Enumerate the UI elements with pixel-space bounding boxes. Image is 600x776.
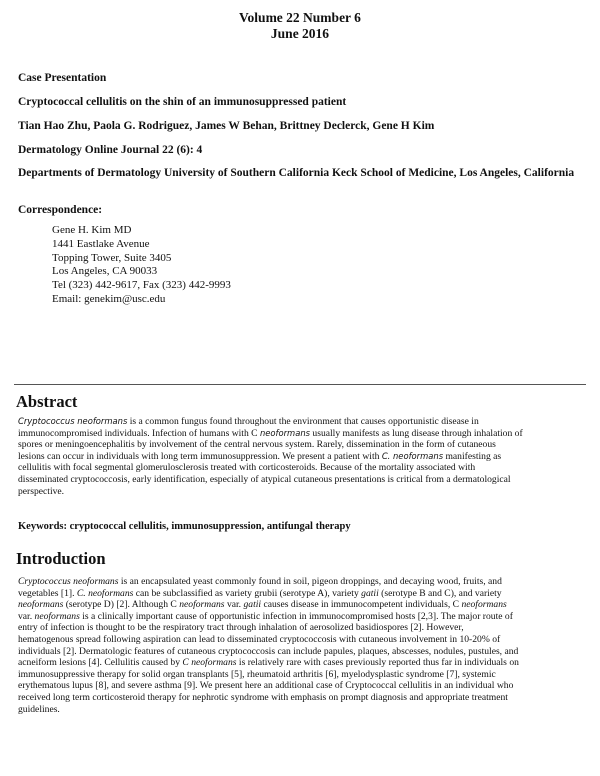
text-run: spores or meningoencephalitis by involvement of the central nervous system. Rarely, dissemination in the form of cutaneous bbox=[18, 439, 496, 451]
address-line: Los Angeles, CA 90033 bbox=[52, 265, 158, 278]
text-line bbox=[18, 646, 584, 658]
text-run: causes disease in immunocompetent individuals, C bbox=[261, 599, 462, 611]
email-address[interactable]: Email: genekim@usc.edu bbox=[52, 292, 166, 305]
address-line: Tel (323) 442-9617, Fax (323) 442-9993 bbox=[52, 279, 231, 292]
address-line: 1441 Eastlake Avenue bbox=[52, 237, 150, 250]
text-run: guidelines. bbox=[18, 703, 60, 715]
text-run: var. bbox=[224, 599, 244, 611]
text-run: entry of infection is thought to be the respiratory tract through inhalation of aerosolized basidiospores [2]. However, bbox=[18, 622, 464, 634]
text-line bbox=[18, 451, 584, 463]
text-line bbox=[18, 462, 584, 474]
text-line bbox=[18, 439, 584, 451]
text-run: individuals [2]. Dermatologic features of cutaneous cryptococcosis can include papules, plaques, abscesses, nodules, pustules, and bbox=[18, 645, 519, 657]
text-line bbox=[18, 486, 584, 498]
text-line bbox=[18, 599, 584, 611]
abstract-body bbox=[18, 416, 584, 497]
introduction-heading: Introduction bbox=[16, 549, 106, 568]
text-run: is an encapsulated yeast commonly found in soil, pigeon droppings, and decaying wood, fruits, and bbox=[118, 576, 502, 587]
article-citation: Dermatology Online Journal 22 (6): 4 bbox=[18, 144, 203, 156]
species-name: neoformans bbox=[34, 610, 80, 622]
text-run: acneiform lesions [4]. Cellulitis caused by bbox=[18, 657, 183, 669]
text-line bbox=[18, 576, 584, 588]
article-title: Cryptococcal cellulitis on the shin of an immunosuppressed patient bbox=[18, 96, 347, 108]
text-run: erythematous lupus [8], and severe asthma [9]. We present here an additional case of Cryptococcal cellulitis in an individual who bbox=[18, 680, 514, 692]
address-line: Topping Tower, Suite 3405 bbox=[52, 251, 172, 264]
text-line bbox=[18, 657, 584, 669]
correspondence-label: Correspondence: bbox=[18, 204, 103, 216]
text-line bbox=[18, 634, 584, 646]
introduction-body bbox=[18, 576, 584, 715]
species-name: C. neoformans bbox=[381, 450, 444, 461]
text-line bbox=[18, 704, 584, 716]
species-name: C. neoformans bbox=[76, 587, 134, 599]
species-name: C neoformans bbox=[182, 657, 237, 669]
issue-date: June 2016 bbox=[270, 26, 330, 41]
text-line bbox=[18, 669, 584, 681]
text-line bbox=[18, 622, 584, 634]
text-run: is relatively rare with cases previously reported thus far in individuals on bbox=[236, 657, 519, 669]
text-run: usually manifests as lung disease through inhalation of bbox=[310, 427, 523, 439]
volume-number: Volume 22 Number 6 bbox=[239, 10, 361, 25]
section-divider bbox=[14, 384, 586, 385]
text-line bbox=[18, 611, 584, 623]
species-name: gatii bbox=[361, 587, 379, 599]
species-name: neoformans bbox=[179, 599, 225, 611]
correspondence-address bbox=[52, 224, 231, 307]
article-authors: Tian Hao Zhu, Paola G. Rodriguez, James W Behan, Brittney Declerck, Gene H Kim bbox=[18, 120, 435, 132]
text-run: is a common fungus found throughout the environment that causes opportunistic disease in bbox=[127, 416, 479, 427]
text-line bbox=[18, 588, 584, 600]
text-run: vegetables [1]. bbox=[18, 587, 77, 599]
text-line bbox=[18, 428, 584, 440]
text-run: (serotype D) [2]. Although C bbox=[63, 599, 180, 611]
species-name: Cryptococcus neoformans bbox=[18, 576, 119, 587]
text-run: immunocompromised individuals. Infection of humans with C bbox=[18, 427, 260, 439]
species-name: gatii bbox=[243, 599, 262, 611]
text-run: manifesting as bbox=[443, 450, 502, 462]
text-line bbox=[18, 680, 584, 692]
species-name: neoformans bbox=[18, 599, 64, 611]
text-run: cellulitis with focal segmental glomerulosclerosis treated with corticosteroids. Because of the mortality associated with bbox=[18, 462, 476, 474]
text-run: lesions can occur in individuals with long term immunosuppression. We present a patient with bbox=[18, 450, 382, 462]
author-affiliation: Departments of Dermatology University of Southern California Keck School of Medicine, Los Angeles, California bbox=[18, 167, 575, 179]
abstract-heading: Abstract bbox=[16, 392, 78, 411]
text-line bbox=[18, 416, 584, 428]
article-section: Case Presentation bbox=[18, 72, 107, 84]
text-line bbox=[18, 474, 584, 486]
volume-header bbox=[0, 10, 600, 42]
text-run: perspective. bbox=[18, 485, 65, 497]
text-line bbox=[18, 692, 584, 704]
text-run: can be subclassified as variety grubii (serotype A), variety bbox=[133, 587, 362, 599]
text-run: received long term corticosteroid therapy for nephrotic syndrome with emphasis on prompt diagnosis and appropriate treatment bbox=[18, 691, 508, 703]
text-run: hematogenous spread following aspiration can lead to disseminated cryptococcosis with cutaneous involvement in 10-20% of bbox=[18, 633, 501, 645]
text-run: (serotype B and C), and variety bbox=[378, 587, 502, 599]
species-name: neoformans bbox=[259, 427, 311, 438]
text-run: is a clinically important cause of opportunistic infection in immunocompromised hosts [2,3]. The major route of bbox=[79, 610, 513, 622]
text-run: var. bbox=[18, 610, 35, 622]
keywords: Keywords: cryptococcal cellulitis, immunosuppression, antifungal therapy bbox=[18, 521, 351, 532]
text-run: immunosuppressive therapy for solid organ transplants [5], rheumatoid arthritis [6], myelodysplastic syndrome [7], systemic bbox=[18, 668, 496, 680]
text-run: disseminated cryptococcosis, early identification, especially of atypical cutaneous presentations is critical from a dermatological bbox=[18, 473, 511, 485]
species-name: neoformans bbox=[461, 599, 507, 611]
address-line: Gene H. Kim MD bbox=[52, 224, 132, 236]
species-name: Cryptococcus neoformans bbox=[18, 416, 128, 426]
